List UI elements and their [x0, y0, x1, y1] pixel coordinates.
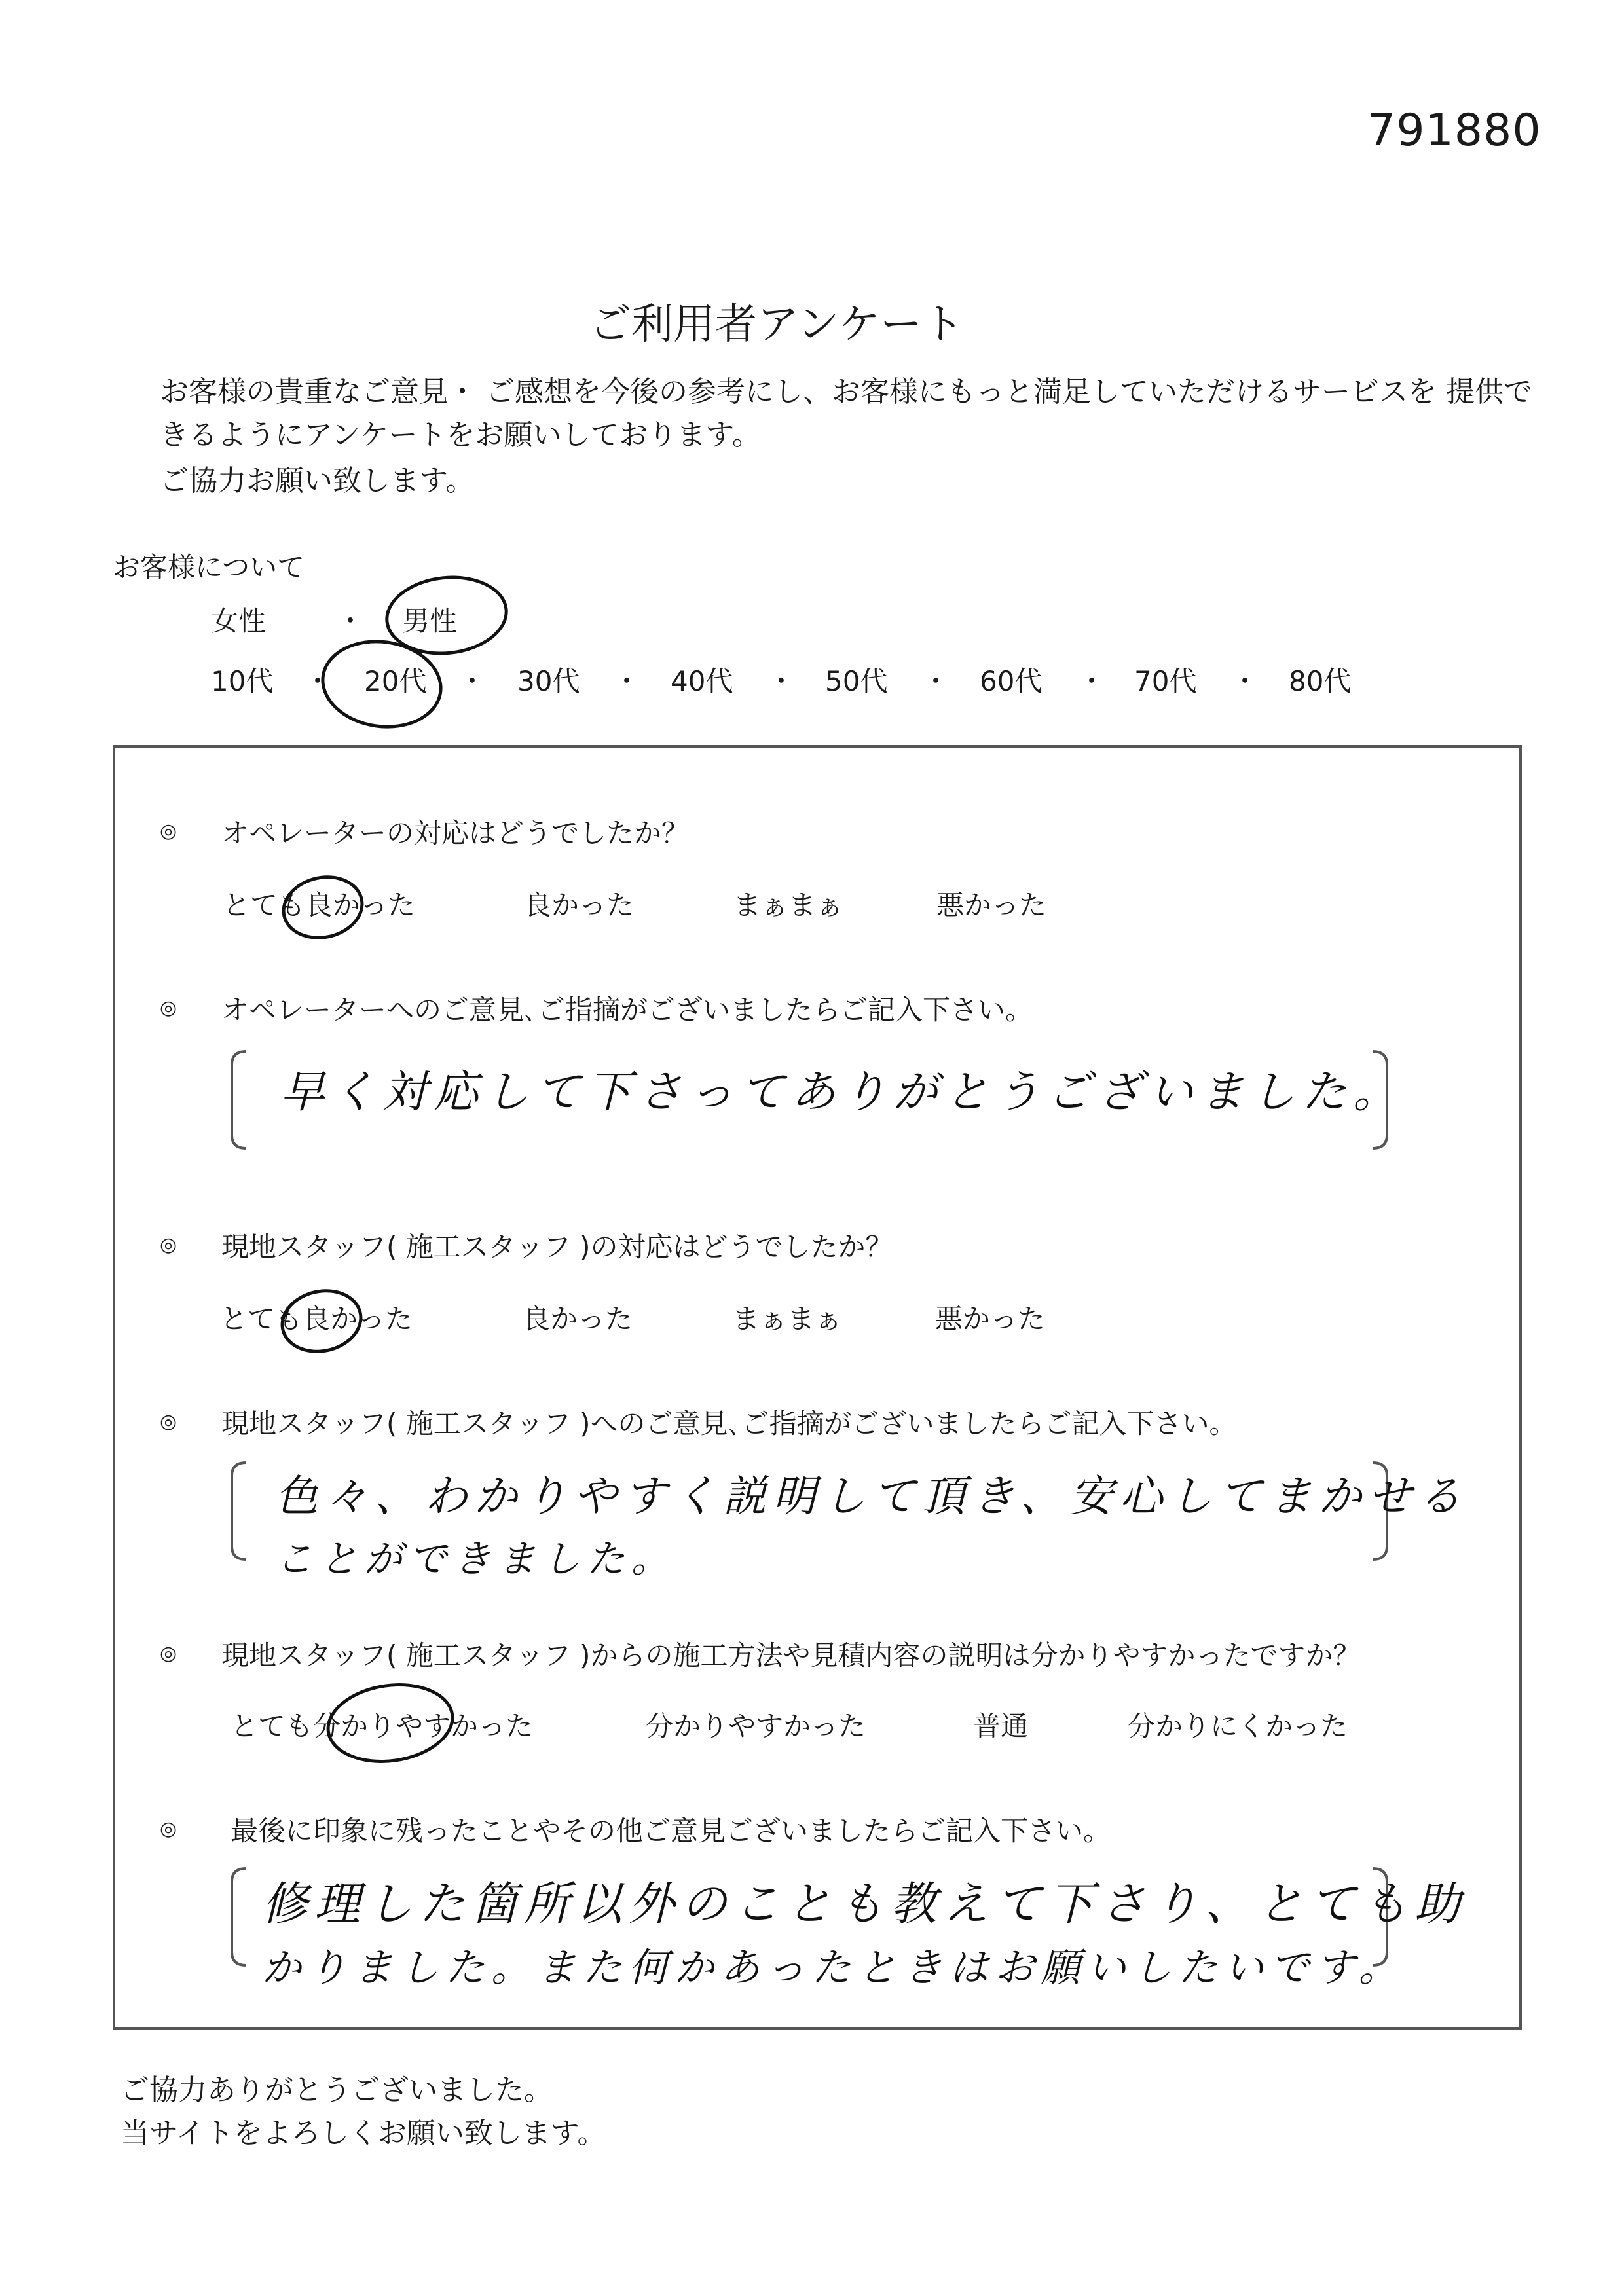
age-separator: ・ [1078, 665, 1106, 697]
age-separator: ・ [1231, 665, 1259, 697]
age-separator: ・ [458, 665, 487, 697]
q2-question: 現地スタッフ( 施工スタッフ )の対応はどうでしたか？ [221, 1231, 893, 1263]
q1-option-very-good[interactable]: とても良かった [223, 889, 416, 921]
c3-left-bracket-icon [227, 1865, 253, 1969]
age-separator: ・ [613, 665, 641, 697]
q2-option-very-good[interactable]: とても良かった [220, 1303, 413, 1335]
bullet-icon: ◎ [160, 1817, 177, 1840]
footer-line-1: ご協力ありがとうございました。 [120, 2073, 553, 2107]
bullet-icon: ◎ [160, 1642, 177, 1665]
c3-answer-line-1[interactable]: 修理した箇所以外のことも教えて下さり、とても助 [262, 1877, 1467, 1931]
intro-line-1: お客様の貴重なご意見・ ご感想を今後の参考にし、お客様にもっと満足していただけるサービスを 提供で [160, 375, 1532, 409]
c3-prompt: 最後に印象に残ったことやその他ご意見ございましたらご記入下さい。 [231, 1815, 1111, 1847]
age-option-60[interactable]: 60代 [980, 665, 1043, 697]
age-separator: ・ [304, 665, 332, 697]
bullet-icon: ◎ [160, 1233, 177, 1256]
age-option-10[interactable]: 10代 [211, 665, 274, 697]
document-id: 791880 [1367, 105, 1541, 156]
q3-option-very-clear[interactable]: とても分かりやすかった [231, 1710, 534, 1742]
q1-option-bad[interactable]: 悪かった [936, 889, 1047, 921]
age-option-70[interactable]: 70代 [1134, 665, 1197, 697]
intro-line-3: ご協力お願い致します。 [160, 464, 475, 498]
c1-prompt: オペレーターへのご意見､ご指摘がございましたらご記入下さい。 [221, 994, 1033, 1026]
q1-question: オペレーターの対応はどうでしたか？ [221, 817, 690, 849]
customer-heading: お客様について [113, 551, 305, 583]
q3-option-normal[interactable]: 普通 [973, 1710, 1029, 1742]
q1-option-good[interactable]: 良かった [524, 889, 635, 921]
age-option-40[interactable]: 40代 [671, 665, 733, 697]
bullet-icon: ◎ [160, 996, 177, 1019]
page-title: ご利用者アンケート [589, 301, 965, 349]
age-separator: ・ [767, 665, 796, 697]
age-option-80[interactable]: 80代 [1289, 665, 1352, 697]
bullet-icon: ◎ [160, 820, 177, 843]
q3-question: 現地スタッフ( 施工スタッフ )からの施工方法や見積内容の説明は分かりやすかったですか？ [221, 1639, 1361, 1671]
q2-option-bad[interactable]: 悪かった [935, 1303, 1046, 1335]
gender-option-male[interactable]: 男性 [402, 605, 458, 637]
age-option-50[interactable]: 50代 [825, 665, 888, 697]
intro-line-2: きるようにアンケートをお願いしております。 [160, 418, 761, 452]
c2-prompt: 現地スタッフ( 施工スタッフ )へのご意見､ご指摘がございましたらご記入下さい。 [221, 1408, 1237, 1440]
bullet-icon: ◎ [160, 1410, 177, 1433]
q3-option-unclear[interactable]: 分かりにくかった [1128, 1710, 1348, 1742]
c2-answer-line-1[interactable]: 色々、わかりやすく説明して頂き、安心してまかせる [275, 1471, 1468, 1522]
age-option-20[interactable]: 20代 [364, 665, 427, 697]
c3-answer-line-2[interactable]: かりました。また何かあったときはお願いしたいです。 [262, 1945, 1405, 1991]
q2-option-good[interactable]: 良かった [523, 1303, 633, 1335]
c2-answer-line-2[interactable]: ことができました。 [275, 1537, 676, 1581]
c2-left-bracket-icon [227, 1459, 253, 1563]
q2-option-average[interactable]: まぁまぁ [732, 1303, 843, 1335]
gender-option-female[interactable]: 女性 [211, 605, 267, 637]
gender-separator: ・ [337, 605, 365, 637]
c1-left-bracket-icon [227, 1048, 253, 1152]
age-separator: ・ [922, 665, 950, 697]
q1-option-average[interactable]: まぁまぁ [733, 889, 844, 921]
age-option-30[interactable]: 30代 [517, 665, 580, 697]
c1-answer-line-1[interactable]: 早く対応して下さってありがとうございました。 [280, 1066, 1405, 1118]
footer-line-2: 当サイトをよろしくお願い致します。 [120, 2117, 606, 2150]
q3-option-clear[interactable]: 分かりやすかった [646, 1710, 866, 1742]
